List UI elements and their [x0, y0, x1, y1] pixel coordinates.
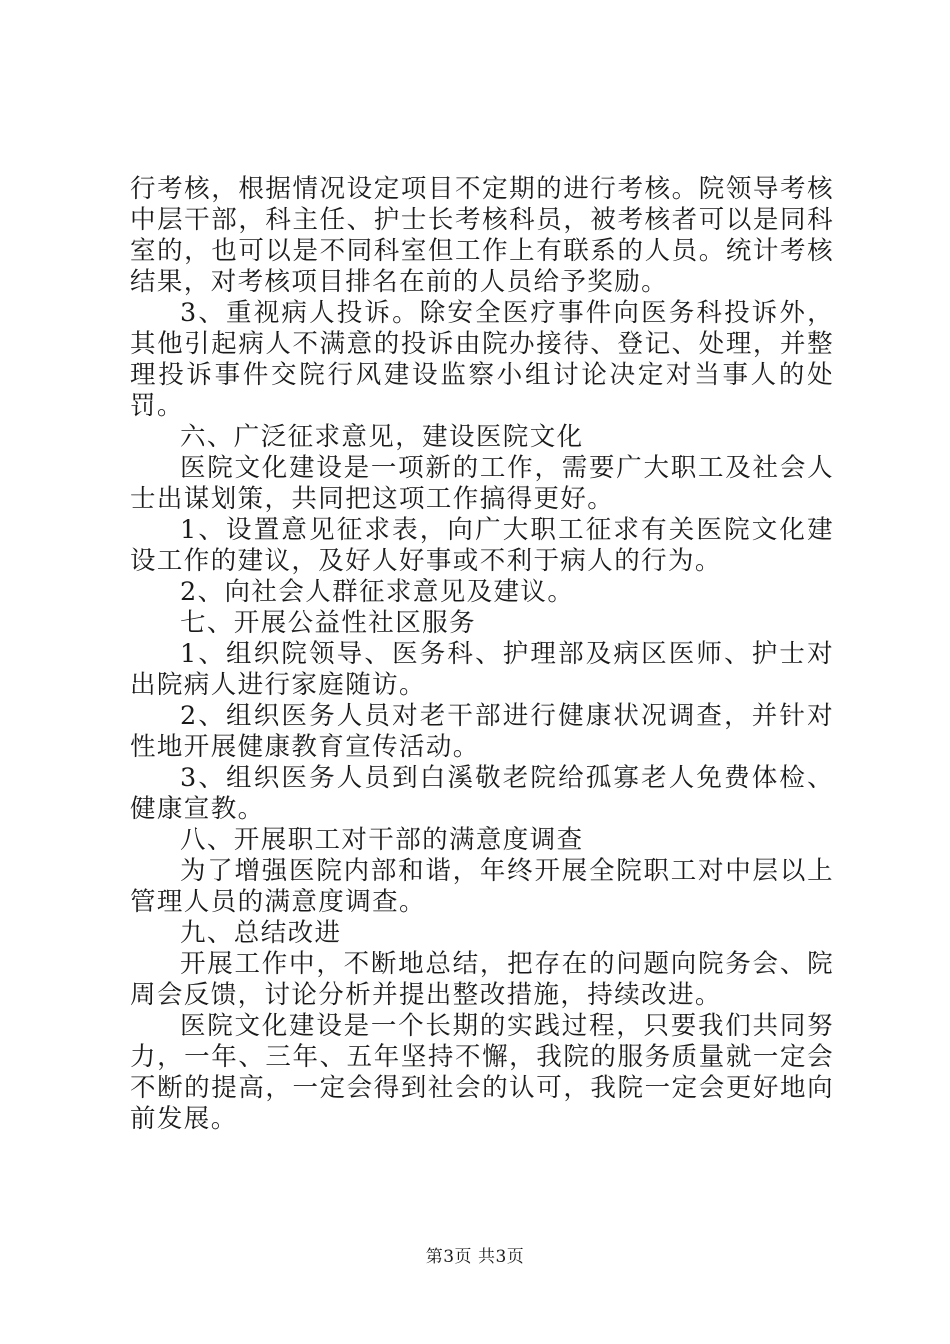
section-heading: 九、总结改进 — [180, 918, 342, 948]
paragraph: 开展工作中，不断地总结，把存在的问题向院务会、院周会反馈，讨论分析并提出整改措施，持续改进。 — [130, 949, 834, 1010]
section-heading: 七、开展公益性社区服务 — [180, 608, 476, 638]
paragraph: 3、组织医务人员到白溪敬老院给孤寡老人免费体检、健康宣教。 — [130, 763, 834, 824]
page-number-footer: 第3页 共3页 — [425, 1247, 525, 1267]
paragraph: 2、向社会人群征求意见及建议。 — [180, 577, 575, 607]
paragraph: 行考核，根据情况设定项目不定期的进行考核。院领导考核中层干部，科主任、护士长考核科员，被考核者可以是同科室的，也可以是不同科室但工作上有联系的人员。统计考核结果，对考核项目排名在前的人员给予奖励。 — [130, 174, 834, 297]
paragraph: 2、组织医务人员对老干部进行健康状况调查，并针对性地开展健康教育宣传活动。 — [130, 701, 834, 762]
paragraph: 医院文化建设是一项新的工作，需要广大职工及社会人士出谋划策，共同把这项工作搞得更好。 — [130, 453, 834, 514]
paragraph: 为了增强医院内部和谐，年终开展全院职工对中层以上管理人员的满意度调查。 — [130, 856, 834, 917]
section-heading: 六、广泛征求意见，建设医院文化 — [180, 422, 584, 452]
paragraph: 1、设置意见征求表，向广大职工征求有关医院文化建设工作的建议，及好人好事或不利于病人的行为。 — [130, 515, 834, 576]
paragraph: 医院文化建设是一个长期的实践过程，只要我们共同努力，一年、三年、五年坚持不懈，我院的服务质量就一定会不断的提高，一定会得到社会的认可，我院一定会更好地向前发展。 — [130, 1011, 834, 1134]
paragraph: 1、组织院领导、医务科、护理部及病区医师、护士对出院病人进行家庭随访。 — [130, 639, 834, 700]
paragraph: 3、重视病人投诉。除安全医疗事件向医务科投诉外，其他引起病人不满意的投诉由院办接待、登记、处理，并整理投诉事件交院行风建设监察小组讨论决定对当事人的处罚。 — [130, 298, 834, 421]
document-body — [130, 174, 834, 1135]
section-heading: 八、开展职工对干部的满意度调查 — [180, 825, 584, 855]
